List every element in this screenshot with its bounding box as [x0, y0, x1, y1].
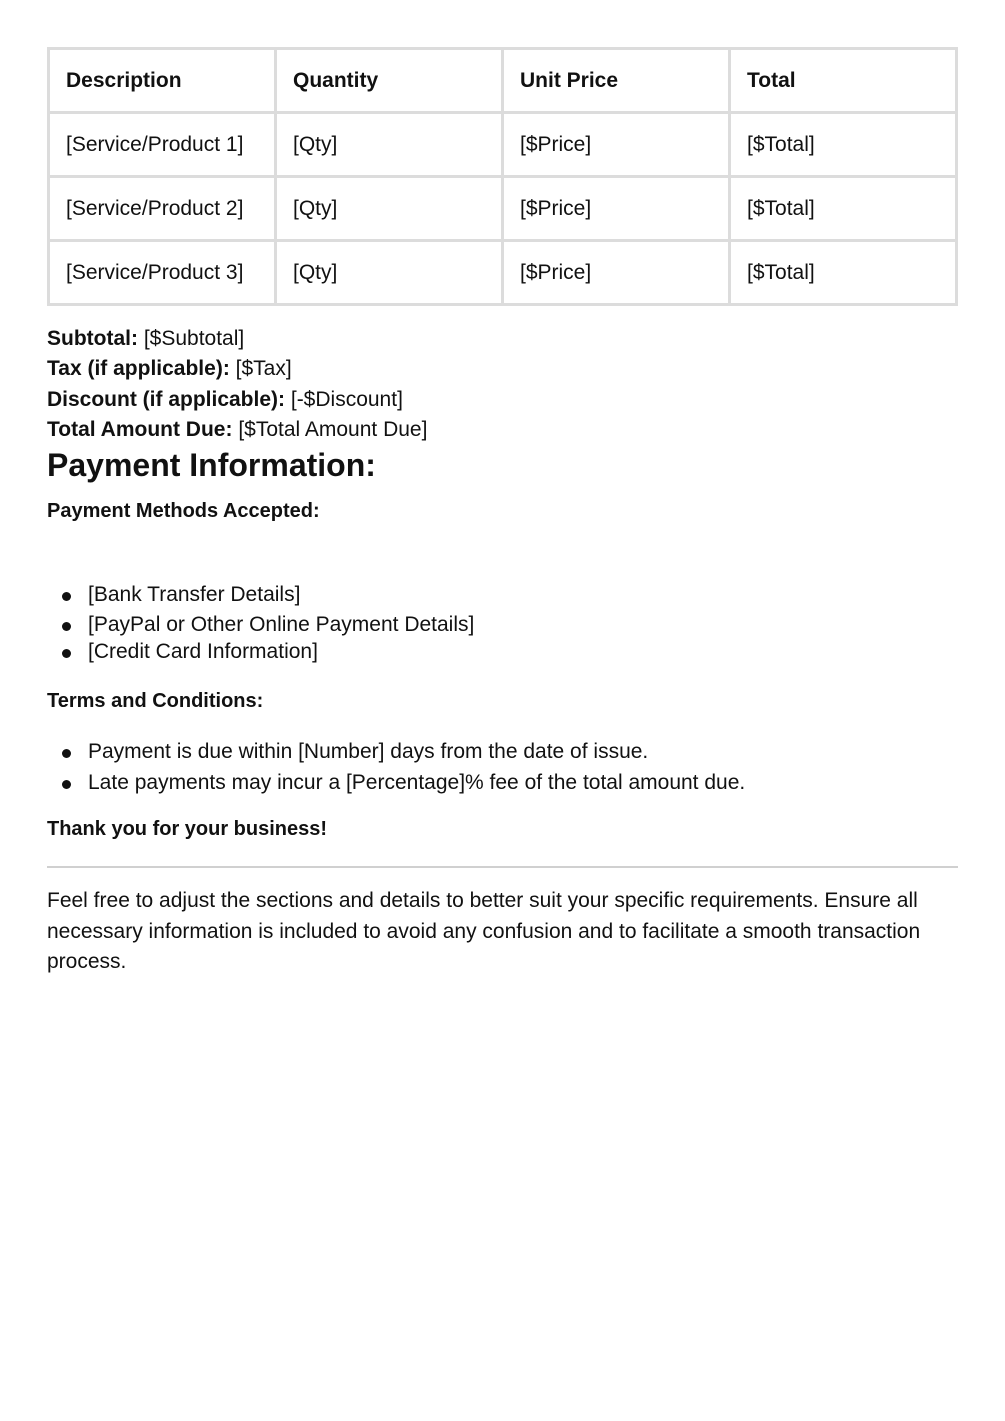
- cell-unit-price: [$Price]: [503, 177, 730, 241]
- tax-label: Tax (if applicable):: [47, 357, 230, 381]
- payment-methods-list: [60, 580, 474, 668]
- payment-information-heading: Payment Information:: [47, 447, 376, 483]
- terms-heading: Terms and Conditions:: [47, 690, 264, 712]
- subtotal-line: [47, 324, 958, 354]
- table-row: [49, 177, 957, 241]
- list-item: [60, 580, 474, 611]
- list-item: [60, 737, 745, 768]
- list-item-text: Payment is due within [Number] days from the date of issue.: [88, 740, 649, 763]
- total-due-value: [$Total Amount Due]: [238, 417, 428, 441]
- tax-value: [$Tax]: [235, 357, 292, 381]
- table-header-row: [49, 49, 957, 113]
- cell-quantity: [Qty]: [276, 113, 503, 177]
- bullet-icon: [62, 592, 71, 601]
- list-item: [60, 637, 474, 668]
- terms-list: [60, 737, 745, 798]
- discount-line: [47, 385, 958, 415]
- bullet-icon: [62, 649, 71, 658]
- column-header-description: Description: [49, 49, 276, 113]
- list-item: [60, 768, 745, 799]
- bullet-icon: [62, 780, 71, 789]
- bullet-icon: [62, 622, 71, 631]
- thank-you-text: Thank you for your business!: [47, 818, 328, 840]
- cell-description: [Service/Product 1]: [49, 113, 276, 177]
- list-item-text: Late payments may incur a [Percentage]% fee of the total amount due.: [88, 770, 746, 794]
- cell-unit-price: [$Price]: [503, 113, 730, 177]
- total-due-line: [47, 415, 958, 445]
- cell-unit-price: [$Price]: [503, 241, 730, 305]
- tax-line: [47, 354, 958, 384]
- table-row: [49, 241, 957, 305]
- cell-description: [Service/Product 2]: [49, 177, 276, 241]
- closing-note: Feel free to adjust the sections and details to better suit your specific requirements. Ensure all necessary information is included to avoid any confusion and to facilitate a smooth transaction process.: [47, 889, 921, 973]
- cell-total: [$Total]: [730, 113, 957, 177]
- cell-description: [Service/Product 3]: [49, 241, 276, 305]
- totals-block: [47, 324, 958, 445]
- column-header-quantity: Quantity: [276, 49, 503, 113]
- list-item-text: [PayPal or Other Online Payment Details]: [88, 612, 475, 636]
- discount-value: [-$Discount]: [290, 387, 403, 411]
- list-item-text: [Bank Transfer Details]: [88, 583, 301, 606]
- column-header-unit-price: Unit Price: [503, 49, 730, 113]
- column-header-total: Total: [730, 49, 957, 113]
- bullet-icon: [62, 749, 71, 758]
- list-item-text: [Credit Card Information]: [88, 640, 318, 663]
- discount-label: Discount (if applicable):: [47, 387, 286, 411]
- subtotal-label: Subtotal:: [47, 327, 138, 350]
- list-item: [60, 610, 474, 641]
- cell-total: [$Total]: [730, 177, 957, 241]
- items-table: [47, 47, 958, 306]
- subtotal-value: [$Subtotal]: [143, 327, 245, 350]
- table-row: [49, 113, 957, 177]
- cell-quantity: [Qty]: [276, 241, 503, 305]
- total-due-label: Total Amount Due:: [47, 417, 233, 441]
- cell-total: [$Total]: [730, 241, 957, 305]
- payment-methods-heading: Payment Methods Accepted:: [47, 500, 320, 522]
- cell-quantity: [Qty]: [276, 177, 503, 241]
- divider: [47, 866, 958, 868]
